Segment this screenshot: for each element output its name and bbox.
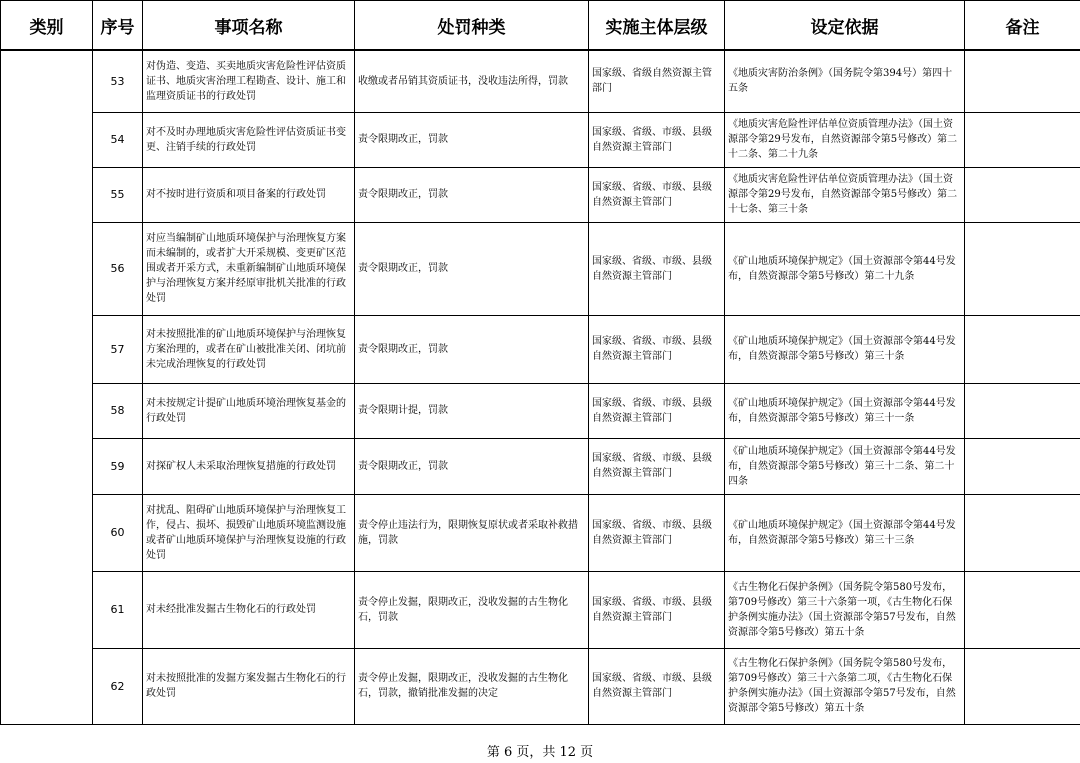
- table-row: [1, 222, 1080, 315]
- implementing-level: 国家级、省级、市级、县级自然资源主管部门: [589, 383, 725, 438]
- legal-basis: 《矿山地质环境保护规定》（国土资源部令第44号发布，自然资源部令第5号修改）第二十九条: [725, 222, 965, 315]
- penalty-type: 责令限期改正，罚款: [355, 222, 589, 315]
- implementing-level: 国家级、省级、市级、县级自然资源主管部门: [589, 438, 725, 494]
- row-number: 59: [93, 438, 143, 494]
- page-footer: 第 6 页，共 12 页: [486, 745, 594, 760]
- table-row: [1, 112, 1080, 167]
- item-name: 对伪造、变造、买卖地质灾害危险性评估资质证书、地质灾害治理工程勘查、设计、施工和监理资质证书的行政处罚: [143, 50, 355, 112]
- note: [965, 383, 1080, 438]
- legal-basis: 《古生物化石保护条例》（国务院令第580号发布，第709号修改）第三十六条第二项，《古生物化石保护条例实施办法》（国土资源部令第57号发布，自然资源部令第5号修改）第五十条: [725, 648, 965, 724]
- legal-basis: 《地质灾害危险性评估单位资质管理办法》（国土资源部令第29号发布，自然资源部令第5号修改）第二十七条、第三十条: [725, 167, 965, 222]
- implementing-level: 国家级、省级、市级、县级自然资源主管部门: [589, 494, 725, 571]
- table-row: [1, 315, 1080, 383]
- row-number: 54: [93, 112, 143, 167]
- note: [965, 112, 1080, 167]
- note: [965, 494, 1080, 571]
- item-name: 对探矿权人未采取治理恢复措施的行政处罚: [143, 438, 355, 494]
- header-level: 实施主体层级: [589, 1, 725, 51]
- legal-basis: 《古生物化石保护条例》（国务院令第580号发布，第709号修改）第三十六条第一项，《古生物化石保护条例实施办法》（国土资源部令第57号发布，自然资源部令第5号修改）第五十条: [725, 571, 965, 648]
- implementing-level: 国家级、省级、市级、县级自然资源主管部门: [589, 571, 725, 648]
- row-number: 61: [93, 571, 143, 648]
- header-row: [1, 1, 1080, 51]
- note: [965, 167, 1080, 222]
- legal-basis: 《矿山地质环境保护规定》（国土资源部令第44号发布，自然资源部令第5号修改）第三十三条: [725, 494, 965, 571]
- penalty-type: 责令限期改正，罚款: [355, 112, 589, 167]
- legal-basis: 《地质灾害危险性评估单位资质管理办法》（国土资源部令第29号发布，自然资源部令第5号修改）第二十二条、第二十九条: [725, 112, 965, 167]
- legal-basis: 《矿山地质环境保护规定》（国土资源部令第44号发布，自然资源部令第5号修改）第三十条: [725, 315, 965, 383]
- item-name: 对应当编制矿山地质环境保护与治理恢复方案而未编制的，或者扩大开采规模、变更矿区范围或者开采方式，未重新编制矿山地质环境保护与治理恢复方案并经原审批机关批准的行政处罚: [143, 222, 355, 315]
- penalty-type: 责令停止违法行为，限期恢复原状或者采取补救措施，罚款: [355, 494, 589, 571]
- penalty-type: 责令停止发掘，限期改正，没收发掘的古生物化石，罚款: [355, 571, 589, 648]
- row-number: 60: [93, 494, 143, 571]
- category-cell: [1, 50, 93, 724]
- header-basis: 设定依据: [725, 1, 965, 51]
- penalty-type: 责令停止发掘，限期改正，没收发掘的古生物化石，罚款，撤销批准发掘的决定: [355, 648, 589, 724]
- row-number: 56: [93, 222, 143, 315]
- table-row: [1, 50, 1080, 112]
- penalty-type: 责令限期改正，罚款: [355, 167, 589, 222]
- note: [965, 571, 1080, 648]
- note: [965, 438, 1080, 494]
- implementing-level: 国家级、省级、市级、县级自然资源主管部门: [589, 648, 725, 724]
- item-name: 对未经批准发掘古生物化石的行政处罚: [143, 571, 355, 648]
- implementing-level: 国家级、省级、市级、县级自然资源主管部门: [589, 222, 725, 315]
- header-number: 序号: [93, 1, 143, 51]
- row-number: 58: [93, 383, 143, 438]
- row-number: 57: [93, 315, 143, 383]
- table-row: [1, 167, 1080, 222]
- table-row: [1, 571, 1080, 648]
- row-number: 53: [93, 50, 143, 112]
- row-number: 62: [93, 648, 143, 724]
- penalty-type: 收缴或者吊销其资质证书，没收违法所得，罚款: [355, 50, 589, 112]
- item-name: 对未按照批准的矿山地质环境保护与治理恢复方案治理的，或者在矿山被批准关闭、闭坑前未完成治理恢复的行政处罚: [143, 315, 355, 383]
- implementing-level: 国家级、省级、市级、县级自然资源主管部门: [589, 112, 725, 167]
- note: [965, 315, 1080, 383]
- table-row: [1, 438, 1080, 494]
- item-name: 对未按照批准的发掘方案发掘古生物化石的行政处罚: [143, 648, 355, 724]
- legal-basis: 《矿山地质环境保护规定》（国土资源部令第44号发布，自然资源部令第5号修改）第三十二条、第二十四条: [725, 438, 965, 494]
- legal-basis: 《地质灾害防治条例》（国务院令第394号）第四十五条: [725, 50, 965, 112]
- table-row: [1, 383, 1080, 438]
- header-note: 备注: [965, 1, 1080, 51]
- header-item-name: 事项名称: [143, 1, 355, 51]
- legal-basis: 《矿山地质环境保护规定》（国土资源部令第44号发布，自然资源部令第5号修改）第三十一条: [725, 383, 965, 438]
- implementing-level: 国家级、省级、市级、县级自然资源主管部门: [589, 315, 725, 383]
- item-name: 对不及时办理地质灾害危险性评估资质证书变更、注销手续的行政处罚: [143, 112, 355, 167]
- implementing-level: 国家级、省级、市级、县级自然资源主管部门: [589, 167, 725, 222]
- item-name: 对扰乱、阻碍矿山地质环境保护与治理恢复工作，侵占、损坏、损毁矿山地质环境监测设施或者矿山地质环境保护与治理恢复设施的行政处罚: [143, 494, 355, 571]
- note: [965, 222, 1080, 315]
- penalty-type: 责令限期改正，罚款: [355, 438, 589, 494]
- note: [965, 50, 1080, 112]
- header-penalty-type: 处罚种类: [355, 1, 589, 51]
- penalty-type: 责令限期改正，罚款: [355, 315, 589, 383]
- implementing-level: 国家级、省级自然资源主管部门: [589, 50, 725, 112]
- header-category: 类别: [1, 1, 93, 51]
- item-name: 对不按时进行资质和项目备案的行政处罚: [143, 167, 355, 222]
- row-number: 55: [93, 167, 143, 222]
- table-row: [1, 494, 1080, 571]
- item-name: 对未按规定计提矿山地质环境治理恢复基金的行政处罚: [143, 383, 355, 438]
- table-row: [1, 648, 1080, 724]
- penalty-type: 责令限期计提，罚款: [355, 383, 589, 438]
- note: [965, 648, 1080, 724]
